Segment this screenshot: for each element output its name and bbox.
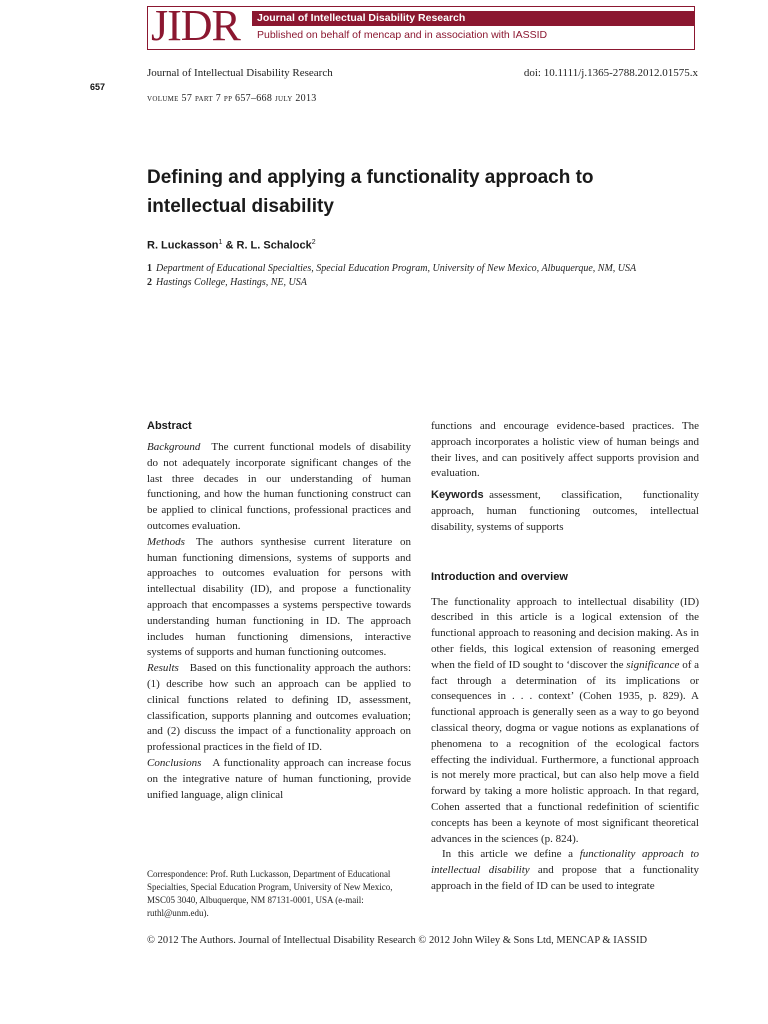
author-list bbox=[147, 236, 316, 253]
intro-paragraph-1: The functionality approach to intellectual disability (ID) described in this article is a logical extension of the functional approach to reasoning and decision making. As in other fields, this logical extension of reasoning emerged when the field of ID sought to ‘discover the significance of a fact through a determination of its implications or consequences in . . . context’ (Cohen 1935, p. 829). A functional approach is generally seen as a way to go beyond classical theory, dogma or vague notions as explanations of phenomena to a recognition of the ecological factors effecting the individual. Furthermore, a functional approach is not merely more practical, but can also help move a field forward by taking a more holistic approach. In that regard, Cohen asserted that a functional redefinition of scientific concepts has been a keynote of most significant theoretical advances in the sciences (p. 824). bbox=[431, 595, 700, 845]
masthead-published-line: Published on behalf of mencap and in association with IASSID bbox=[257, 29, 548, 41]
intro-heading: Introduction and overview bbox=[431, 570, 568, 583]
abstract-column bbox=[147, 419, 411, 803]
title-line-1: Defining and applying a functionality approach to bbox=[147, 167, 594, 188]
abstract-conclusions: Conclusions A functionality approach can increase focus on the integrative nature of human functioning, provide unified language, align clinical bbox=[147, 756, 411, 801]
doi: doi: 10.1111/j.1365-2788.2012.01575.x bbox=[523, 67, 698, 79]
author-separator: & bbox=[222, 239, 237, 252]
author-1-affil: 1 bbox=[218, 239, 223, 246]
volume-info: volume 57 part 7 pp 657–668 july 2013 bbox=[147, 93, 317, 104]
intro-paragraph-2: In this article we define a functionality approach to intellectual disability and propose that a functionality approach in the field of ID can be used to integrate bbox=[431, 848, 699, 892]
author-2: R. L. Schalock bbox=[236, 239, 312, 252]
page-number: 657 bbox=[90, 82, 106, 92]
article-title bbox=[147, 163, 667, 221]
author-1: R. Luckasson bbox=[147, 239, 219, 252]
affiliation-1: 1 Department of Educational Specialties, Special Education Program, University of New Mexico, Albuquerque, NM, USA bbox=[147, 263, 637, 274]
affiliation-2: 2 Hastings College, Hastings, NE, USA bbox=[147, 277, 307, 288]
abstract-methods: Methods The authors synthesise current literature on human functioning dimensions, systems of supports and approaches to outcomes evaluation for persons with intellectual disability (ID), and propose a functionality approach that encompasses a systems perspective towards understanding human functioning in ID. The approach includes human functioning dimensions, interactive systems of supports and human functioning outcomes. bbox=[147, 535, 411, 659]
title-line-2: intellectual disability bbox=[147, 196, 334, 217]
running-head-journal: Journal of Intellectual Disability Research bbox=[147, 67, 333, 79]
masthead-journal-name: Journal of Intellectual Disability Research bbox=[257, 12, 466, 24]
body-column bbox=[431, 419, 699, 895]
journal-logo: JIDR bbox=[151, 1, 240, 50]
correspondence-note: Correspondence: Prof. Ruth Luckasson, Department of Educational Specialties, Special Education Program, University of New Mexico, MSC05 3040, Albuquerque, NM 87131-0001, USA (e-mail: ruthl@unm.edu). bbox=[147, 869, 393, 918]
abstract-results: Results Based on this functionality approach the authors: (1) describe how such an approach can be applied to clinical functions related to defining ID, assessment, classification, supports planning and outcomes evaluation; and (2) discuss the impact of a functionality approach on professional practices in the field of ID. bbox=[147, 662, 411, 754]
abstract-conclusions-continued: functions and encourage evidence-based practices. The approach incorporates a holistic view of human beings and their lives, and can positively affect supports provision and evaluation. bbox=[431, 420, 699, 480]
abstract-heading: Abstract bbox=[147, 420, 192, 432]
masthead-banner bbox=[252, 11, 694, 26]
author-2-affil: 2 bbox=[311, 239, 316, 246]
abstract-background: Background The current functional models of disability do not adequately incorporate significant changes of the last three decades in our understanding of human functioning, and how the human functioning construct can be applied to clinical functions, professional practices and outcomes evaluation. bbox=[147, 441, 411, 532]
copyright-footer: © 2012 The Authors. Journal of Intellectual Disability Research © 2012 John Wiley & Sons Ltd, MENCAP & IASSID bbox=[147, 935, 648, 946]
keywords: Keywords assessment, classification, functionality approach, human functioning outcomes, intellectual disability, systems of supports bbox=[431, 489, 699, 533]
